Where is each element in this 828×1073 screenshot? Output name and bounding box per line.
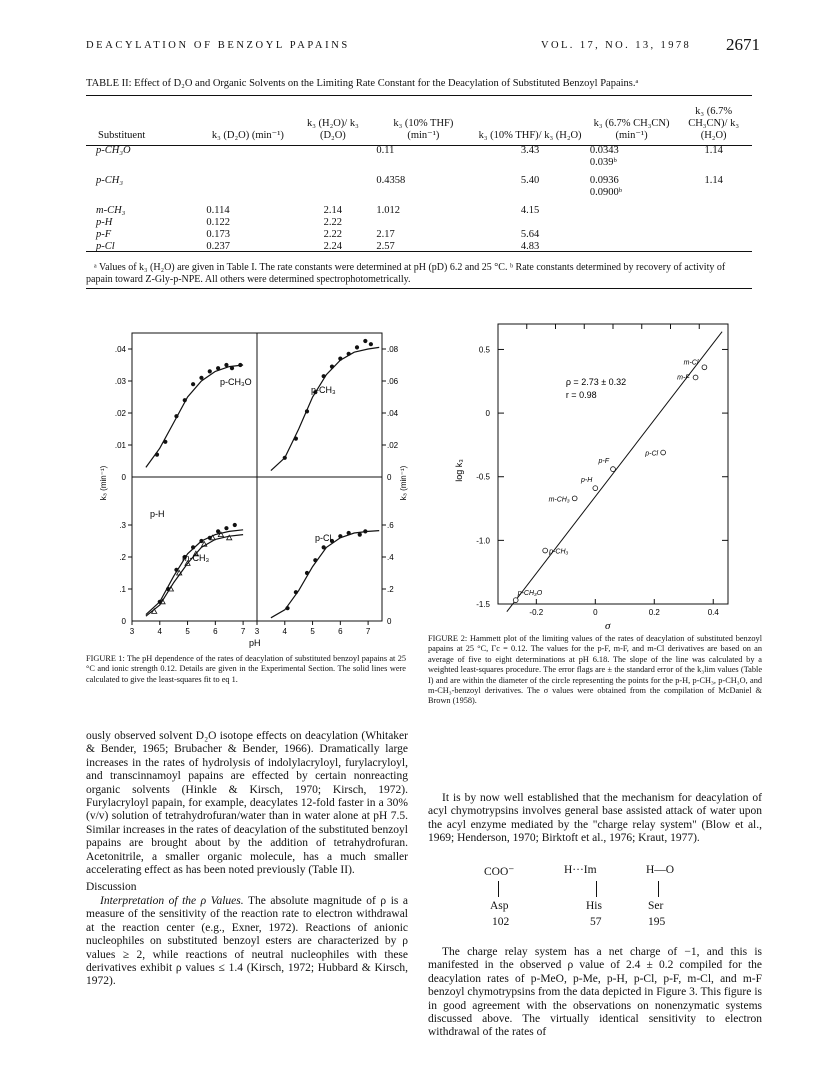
value-cell: 2.22 — [323, 229, 343, 240]
value-cell: 0.237 — [206, 241, 230, 252]
table-row — [86, 229, 752, 241]
value-text: 0.0343 — [589, 145, 619, 156]
relay-bond — [498, 881, 499, 897]
substituent-cell: p-CH₃ — [96, 175, 123, 186]
value-cell — [588, 145, 675, 175]
col-header: k₃ (10% THF)/ k₃ (H₂O) — [478, 130, 582, 141]
value-cell: 0.122 — [206, 217, 230, 228]
y-tick-label: .01 — [114, 441, 126, 450]
x-tick-label: 3 — [254, 627, 260, 636]
col-header: k₃ (10% THF) (min⁻¹) — [393, 118, 454, 141]
figure-2-caption: FIGURE 2: Hammett plot of the limiting values of the rates of deacylation of substituted benzoyl papains at 25 °C, Γc = 0.12. The values for the p-F, m-F, and m-Cl derivatives are based on an average of five to eight determinations at pH 6.18. The slope of the line was calculated by a weighted least-squares procedure. The error flags are ± the standard error of the k₃lim values (Table I) and are within the diameter of the circle representing the points for the p-H, p-CH₃, p-CH₃O, and m-CH₃-benzoyl derivatives. The σ values were obtained from the compilation of McDaniel & Brown (1958). — [428, 634, 762, 706]
relay-ho: H—O — [646, 864, 675, 876]
point-label: p-H — [581, 477, 593, 485]
value-cell: 0.114 — [206, 205, 230, 216]
x-axis-label: pH — [249, 638, 261, 648]
table-2 — [86, 98, 752, 253]
data-point — [216, 529, 220, 533]
figure-1-chart — [99, 325, 408, 650]
value-cell — [204, 175, 291, 205]
section-heading: Discussion — [86, 881, 137, 894]
data-point — [593, 486, 598, 491]
value-cell: 5.40 — [520, 175, 540, 186]
x-tick-label: 6 — [213, 627, 218, 636]
y-tick-label: .08 — [387, 345, 399, 354]
table-header-rule — [86, 145, 752, 146]
value-text: 0.0936 — [589, 175, 619, 186]
y-tick-label: 0 — [485, 409, 490, 419]
value-text: 0.039ᵇ — [589, 157, 617, 168]
relay-bond — [658, 881, 659, 897]
table-top-rule — [86, 95, 752, 96]
data-point — [224, 363, 228, 367]
value-cell — [675, 217, 752, 229]
value-cell: 0.11 — [376, 145, 395, 156]
data-point — [285, 606, 289, 610]
data-point — [183, 398, 187, 402]
relay-num: 195 — [648, 916, 666, 928]
y-axis-label: log k₃ — [454, 459, 464, 482]
data-point — [693, 375, 698, 380]
y-axis-label: k₃ (min⁻¹) — [99, 465, 108, 501]
x-axis-label: σ — [605, 620, 611, 632]
fit-curve — [271, 347, 379, 470]
footnote-rule — [86, 288, 752, 289]
y-axis-label: k₃ (min⁻¹) — [399, 465, 408, 501]
data-point — [224, 526, 228, 530]
y-tick-label: .02 — [114, 409, 126, 418]
data-point — [294, 590, 298, 594]
paragraph — [86, 895, 408, 989]
regression-line — [507, 332, 722, 612]
relay-num: 57 — [590, 916, 602, 928]
value-cell — [472, 217, 588, 229]
y-tick-label: .06 — [387, 377, 399, 386]
y-tick-label: .2 — [387, 585, 394, 594]
value-cell: 1.14 — [704, 175, 723, 186]
data-point — [338, 357, 342, 361]
relay-bond — [596, 881, 597, 897]
value-cell: 0.173 — [206, 229, 230, 240]
data-point — [216, 366, 220, 370]
y-tick-label: 0 — [387, 473, 392, 482]
left-text-column — [86, 730, 408, 989]
y-tick-label: -0.5 — [476, 472, 490, 482]
x-tick-label: 7 — [240, 627, 246, 636]
series-label: p-CH₃ — [311, 385, 336, 395]
substituent-cell: p-H — [96, 217, 113, 228]
x-tick-label: 3 — [129, 627, 135, 636]
x-tick-label: 4 — [157, 627, 163, 636]
right-text-column — [428, 792, 762, 846]
data-point — [347, 531, 351, 535]
x-tick-label: -0.2 — [529, 608, 544, 617]
value-cell — [204, 145, 291, 175]
paragraph: It is by now well established that the mechanism for deacylation of acyl chymotrypsins involves general base assisted attack of water upon the acyl enzyme mediated by the "charge relay system" (Blow et al., 1969; Henderson, 1970; Birktoft et al., 1976; Kraut, 1977). — [428, 792, 762, 845]
table-bottom-rule — [86, 251, 752, 252]
point-label: m-F — [677, 374, 690, 382]
value-cell: 0.4358 — [376, 175, 406, 186]
y-tick-label: 0 — [387, 617, 392, 626]
y-tick-label: .2 — [119, 553, 126, 562]
running-header — [86, 35, 760, 58]
y-tick-label: -1.5 — [476, 600, 490, 609]
data-point — [369, 342, 373, 346]
data-point — [283, 456, 287, 460]
substituent-cell: m-CH₃ — [96, 205, 126, 216]
y-tick-label: .04 — [387, 409, 399, 418]
series-label: p-CH₃O — [220, 377, 252, 387]
x-tick-label: 0.2 — [648, 608, 660, 617]
data-point — [702, 365, 707, 370]
data-point — [513, 598, 518, 603]
col-header: k₃ (D₂O) (min⁻¹) — [211, 130, 284, 141]
x-tick-label: 7 — [365, 627, 371, 636]
relay-coo: COO⁻ — [484, 866, 515, 878]
y-tick-label: 0.5 — [478, 345, 490, 355]
substituent-cell: p-Cl — [96, 241, 115, 252]
y-tick-label: .6 — [387, 521, 394, 530]
data-point — [363, 529, 367, 533]
figure-2-chart — [448, 318, 748, 630]
data-point — [305, 571, 309, 575]
table-caption: TABLE II: Effect of D₂O and Organic Solvents on the Limiting Rate Constant for the Deacylation of Substituted Benzoyl Papains.ᵃ — [86, 78, 639, 89]
right-text-column-cont — [428, 946, 762, 1040]
data-point — [338, 534, 342, 538]
paragraph: The charge relay system has a net charge of −1, and this is manifested in the observed ρ value of 2.4 ± 0.2 compiled for the deacylation rates of p-MeO, p-Me, p-H, p-Cl, p-F, m-Cl, and m-F benzoyl chymotrypsins from the data depicted in Figure 3. This figure is in good agreement with the observations on nonenzymatic systems discussed above. The virtually identical sensitivity to electron withdrawal of the rates of — [428, 946, 762, 1039]
value-cell — [291, 175, 374, 205]
table-row — [86, 217, 752, 229]
data-point — [233, 523, 237, 527]
point-label: p-F — [598, 458, 609, 466]
y-tick-label: -1.0 — [476, 536, 490, 546]
data-point — [238, 363, 242, 367]
series-label: m-CH₃ — [182, 553, 210, 563]
table-row — [86, 205, 752, 217]
data-point — [330, 365, 334, 369]
col-header: k₃ (6.7% CH₃CN)/ k₃ (H₂O) — [688, 106, 740, 141]
value-cell — [588, 229, 675, 241]
data-point — [199, 539, 203, 543]
point-label: m-CH₃ — [548, 496, 570, 504]
volume-info: VOL. 17, NO. 13, 1978 — [541, 40, 692, 51]
value-cell — [675, 229, 752, 241]
figure-1-caption: FIGURE 1: The pH dependence of the rates of deacylation of substituted benzoyl papains at 25 °C and ionic strength 0.12. Details are given in the Experimental Section. The solid lines were calculated to give the least-squares fit to eq 1. — [86, 654, 406, 684]
y-tick-label: .03 — [114, 377, 126, 386]
x-tick-label: 0 — [593, 608, 598, 617]
fit-curve — [271, 531, 379, 618]
x-tick-label: 5 — [185, 627, 190, 636]
point-label: m-Cl — [683, 359, 699, 367]
relay-him: H···Im — [564, 864, 597, 876]
relay-num: 102 — [492, 916, 510, 928]
y-tick-label: .1 — [119, 585, 126, 594]
table-row — [86, 145, 752, 175]
data-point — [174, 568, 178, 572]
data-point — [355, 345, 359, 349]
data-point — [230, 366, 234, 370]
value-cell: 2.57 — [376, 241, 395, 252]
value-cell: 4.15 — [520, 205, 540, 216]
value-cell: 2.14 — [323, 205, 343, 216]
table-row — [86, 175, 752, 205]
value-cell — [675, 205, 752, 217]
x-tick-label: 4 — [282, 627, 288, 636]
running-title: DEACYLATION OF BENZOYL PAPAINS — [86, 40, 350, 51]
rho-annotation: ρ = 2.73 ± 0.32 — [565, 377, 627, 388]
value-cell: 1.14 — [704, 145, 723, 156]
r-annotation: r = 0.98 — [565, 389, 597, 400]
x-tick-label: 0.4 — [707, 608, 719, 617]
point-label: p-CH₃ — [549, 548, 569, 556]
data-point — [294, 437, 298, 441]
value-cell: 1.012 — [376, 205, 401, 216]
data-point — [358, 533, 362, 537]
value-cell: 2.24 — [323, 241, 343, 252]
subheading: Interpretation of the ρ Values. — [100, 894, 244, 907]
data-point — [313, 558, 317, 562]
substituent-cell: p-F — [96, 229, 112, 240]
data-point — [611, 467, 616, 472]
value-cell: 5.64 — [520, 229, 540, 240]
relay-ser: Ser — [648, 900, 664, 912]
data-point — [208, 369, 212, 373]
value-cell — [374, 217, 472, 229]
col-header: Substituent — [98, 130, 146, 141]
value-cell: 2.17 — [376, 229, 395, 240]
y-tick-label: .04 — [114, 345, 126, 354]
data-point — [322, 545, 326, 549]
y-tick-label: .3 — [119, 521, 126, 530]
paragraph-text: The absolute magnitude of ρ is a measure of the sensitivity of the reaction rate to electron withdrawal at the reaction center (e.g., Exner, 1972). Reactions of anionic nucleophiles on substituted benzoyl esters are characterized by ρ values ≥ 2, while reactions of neutral nucleophiles with these derivatives exhibit ρ values ≤ 1.4 (Kirsch, 1972; Hubbard & Kirsch, 1972). — [86, 894, 408, 988]
value-cell: 3.43 — [520, 145, 540, 156]
data-point — [155, 453, 159, 457]
data-point — [363, 339, 367, 343]
data-point — [572, 496, 577, 501]
relay-his: His — [586, 900, 602, 912]
series-label: p-Cl — [315, 533, 332, 543]
series-label: p-H — [150, 509, 165, 519]
page-number: 2671 — [726, 35, 760, 54]
col-header: k₃ (H₂O)/ k₃ (D₂O) — [306, 118, 359, 141]
data-point — [163, 440, 167, 444]
charge-relay-scheme — [440, 864, 760, 940]
data-point — [305, 409, 309, 413]
data-point — [543, 548, 548, 553]
substituent-cell: p-CH₃O — [96, 145, 131, 156]
data-point — [661, 450, 666, 455]
x-tick-label: 5 — [310, 627, 315, 636]
value-cell — [588, 175, 675, 205]
y-tick-label: .02 — [387, 441, 399, 450]
data-point — [199, 376, 203, 380]
value-cell — [588, 205, 675, 217]
point-label: p-CH₃O — [517, 590, 543, 598]
table-footnote: ᵃ Values of k₃ (H₂O) are given in Table I. The rate constants were determined at pH (pD) 6.2 and 25 °C. ᵇ Rate constants determined by recovery of activity of papain toward Z-Gly-p-NPE. All others were determined spectrophotometrically. — [86, 262, 726, 285]
data-point — [191, 545, 195, 549]
y-tick-label: 0 — [121, 617, 126, 626]
value-cell — [588, 217, 675, 229]
y-tick-label: .4 — [387, 553, 394, 562]
data-point — [322, 374, 326, 378]
value-cell — [291, 145, 374, 175]
data-point — [191, 382, 195, 386]
value-text: 0.0900ᵇ — [589, 187, 623, 198]
x-tick-label: 6 — [338, 627, 343, 636]
point-label: p-Cl — [645, 450, 659, 458]
relay-asp: Asp — [490, 900, 509, 912]
value-cell: 4.83 — [520, 241, 540, 252]
value-cell: 2.22 — [323, 217, 343, 228]
col-header: k₃ (6.7% CH₃CN) (min⁻¹) — [593, 118, 670, 141]
data-point — [174, 414, 178, 418]
y-tick-label: 0 — [121, 473, 126, 482]
data-point — [347, 352, 351, 356]
paragraph: ously observed solvent D₂O isotope effects on deacylation (Whitaker & Bender, 1965; Brubacher & Bender, 1966). Dramatically large increases in the rates of hydrolysis of indolylacryloyl, furylacryloyl, and transcinnamoyl papains are effected by certain nonreacting organic solvents (Hinkle & Kirsch, 1970; Kirsch, 1972). Furylacryloyl papain, for example, deacylates 12-fold faster in a 30% (v/v) solution of tetrahydrofuran/water than in water alone at pH 7.5. Similar increases in the rates of deacylation of the substituted benzoyl papains are brought about by the addition of tetrahydrofuran. Acetonitrile, a smaller organic molecule, has a much smaller accelerating effect as has been noted previously (Table II). — [86, 730, 408, 877]
